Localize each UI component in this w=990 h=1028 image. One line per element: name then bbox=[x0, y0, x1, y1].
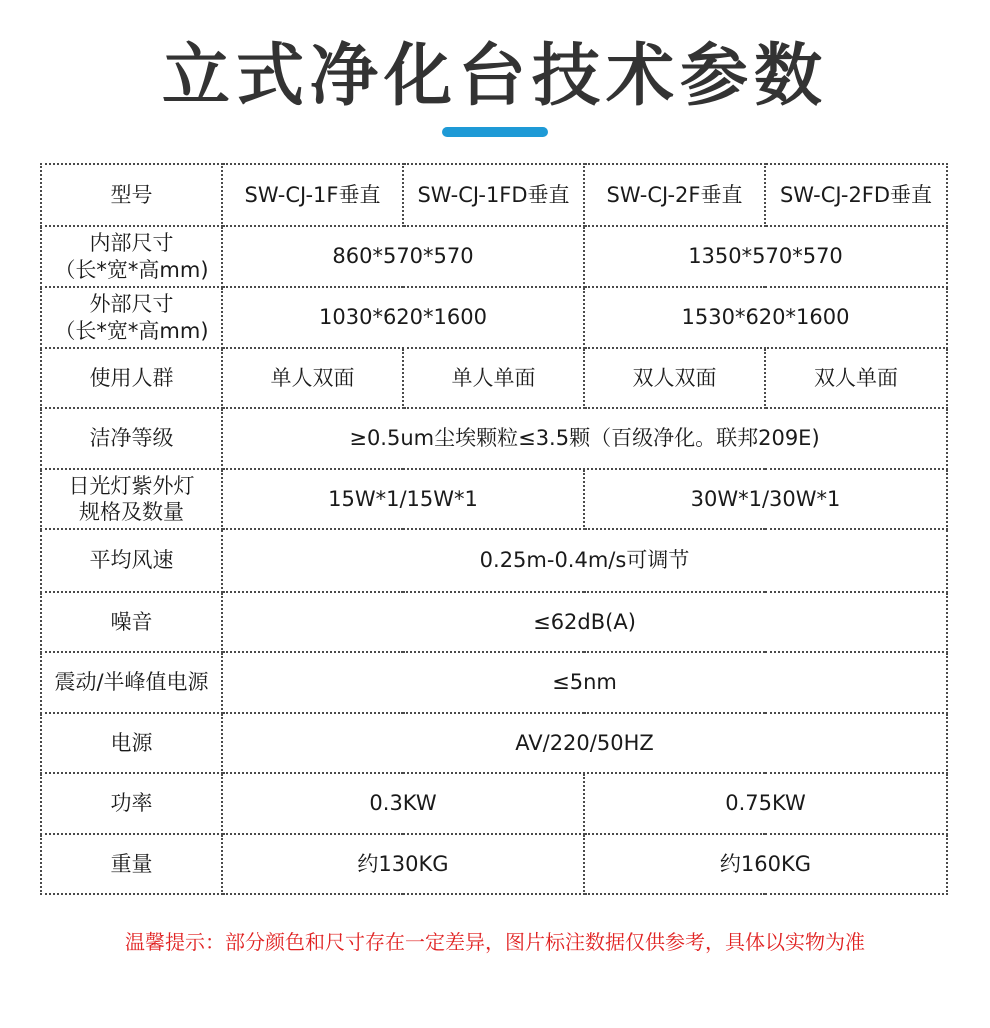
users-cell: 单人单面 bbox=[403, 348, 584, 408]
cleanliness-label: 洁净等级 bbox=[41, 408, 222, 469]
title-accent-bar bbox=[442, 127, 548, 137]
row-weight bbox=[41, 834, 947, 894]
row-outer-size bbox=[41, 287, 947, 348]
row-power-supply bbox=[41, 713, 947, 773]
lamps-large: 30W*1/30W*1 bbox=[584, 469, 947, 529]
inner-size-label-line1: 内部尺寸 bbox=[89, 231, 174, 256]
users-label: 使用人群 bbox=[41, 348, 222, 408]
noise-value: ≤62dB(A) bbox=[222, 592, 947, 652]
outer-size-label-line1: 外部尺寸 bbox=[89, 292, 174, 317]
row-inner-size bbox=[41, 226, 947, 287]
noise-label: 噪音 bbox=[41, 592, 222, 652]
outer-size-small: 1030*620*1600 bbox=[222, 287, 584, 348]
wind-speed-value: 0.25m-0.4m/s可调节 bbox=[222, 529, 947, 592]
vibration-label: 震动/半峰值电源 bbox=[41, 652, 222, 713]
weight-small: 约130KG bbox=[222, 834, 584, 894]
row-noise bbox=[41, 592, 947, 652]
row-model bbox=[41, 164, 947, 226]
spec-table bbox=[40, 163, 948, 895]
row-cleanliness bbox=[41, 408, 947, 469]
row-wind-speed bbox=[41, 529, 947, 592]
model-cell: SW-CJ-1FD垂直 bbox=[403, 164, 584, 226]
power-label: 功率 bbox=[41, 773, 222, 834]
row-lamps bbox=[41, 469, 947, 529]
outer-size-label-line2: （长*宽*高mm) bbox=[54, 318, 209, 343]
weight-large: 约160KG bbox=[584, 834, 947, 894]
lamps-small: 15W*1/15W*1 bbox=[222, 469, 584, 529]
inner-size-label-line2: （长*宽*高mm) bbox=[54, 257, 209, 282]
outer-size-large: 1530*620*1600 bbox=[584, 287, 947, 348]
model-cell: SW-CJ-2F垂直 bbox=[584, 164, 765, 226]
users-cell: 双人单面 bbox=[765, 348, 947, 408]
page-title: 立式净化台技术参数 bbox=[161, 37, 828, 116]
disclaimer-note: 温馨提示：部分颜色和尺寸存在一定差异，图片标注数据仅供参考，具体以实物为准 bbox=[125, 930, 865, 954]
row-users bbox=[41, 348, 947, 408]
inner-size-label bbox=[41, 226, 222, 287]
inner-size-large: 1350*570*570 bbox=[584, 226, 947, 287]
inner-size-small: 860*570*570 bbox=[222, 226, 584, 287]
users-cell: 双人双面 bbox=[584, 348, 765, 408]
wind-speed-label: 平均风速 bbox=[41, 529, 222, 592]
users-cell: 单人双面 bbox=[222, 348, 403, 408]
row-vibration bbox=[41, 652, 947, 713]
weight-label: 重量 bbox=[41, 834, 222, 894]
power-small: 0.3KW bbox=[222, 773, 584, 834]
model-cell: SW-CJ-2FD垂直 bbox=[765, 164, 947, 226]
power-supply-value: AV/220/50HZ bbox=[222, 713, 947, 773]
lamps-label-line2: 规格及数量 bbox=[79, 500, 184, 524]
power-large: 0.75KW bbox=[584, 773, 947, 834]
model-label: 型号 bbox=[41, 164, 222, 226]
outer-size-label bbox=[41, 287, 222, 348]
vibration-value: ≤5nm bbox=[222, 652, 947, 713]
lamps-label-line1: 日光灯紫外灯 bbox=[68, 473, 195, 498]
model-cell: SW-CJ-1F垂直 bbox=[222, 164, 403, 226]
cleanliness-value: ≥0.5um尘埃颗粒≤3.5颗（百级净化。联邦209E) bbox=[222, 408, 947, 469]
row-power bbox=[41, 773, 947, 834]
power-supply-label: 电源 bbox=[41, 713, 222, 773]
lamps-label bbox=[41, 469, 222, 529]
